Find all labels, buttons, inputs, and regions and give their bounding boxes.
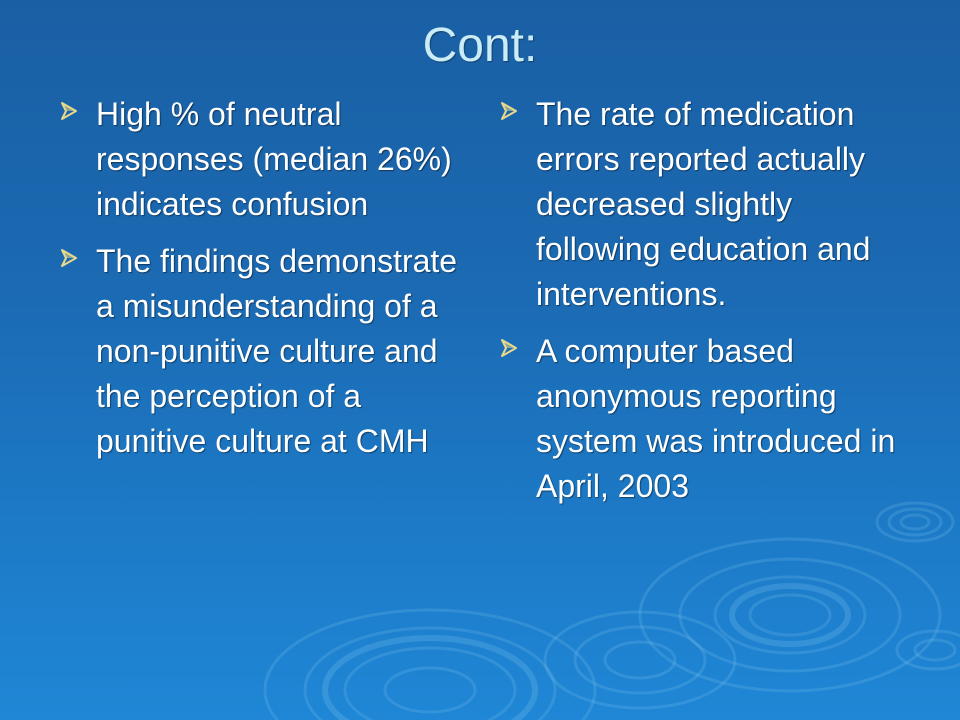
slide-title: Cont: xyxy=(422,19,538,72)
left-bullet-list xyxy=(58,92,468,476)
arrowhead-bullet-icon xyxy=(498,337,520,359)
bullet-text: The rate of medication errors reported actually decreased slightly following education and interventions. xyxy=(536,96,871,312)
bullet-item xyxy=(58,92,468,227)
bullet-text: A computer based anonymous reporting system was introduced in April, 2003 xyxy=(536,333,896,504)
bullet-item xyxy=(498,329,898,509)
arrowhead-bullet-icon xyxy=(498,100,520,122)
bullet-item xyxy=(498,92,898,317)
bullet-text: The findings demonstrate a misunderstanding of a non-punitive culture and the perception of a punitive culture at CMH xyxy=(96,243,458,459)
bullet-item xyxy=(58,239,468,464)
right-bullet-list xyxy=(498,92,898,521)
bullet-text: High % of neutral responses (median 26%) indicates confusion xyxy=(96,96,452,222)
arrowhead-bullet-icon xyxy=(58,100,80,122)
arrowhead-bullet-icon xyxy=(58,247,80,269)
